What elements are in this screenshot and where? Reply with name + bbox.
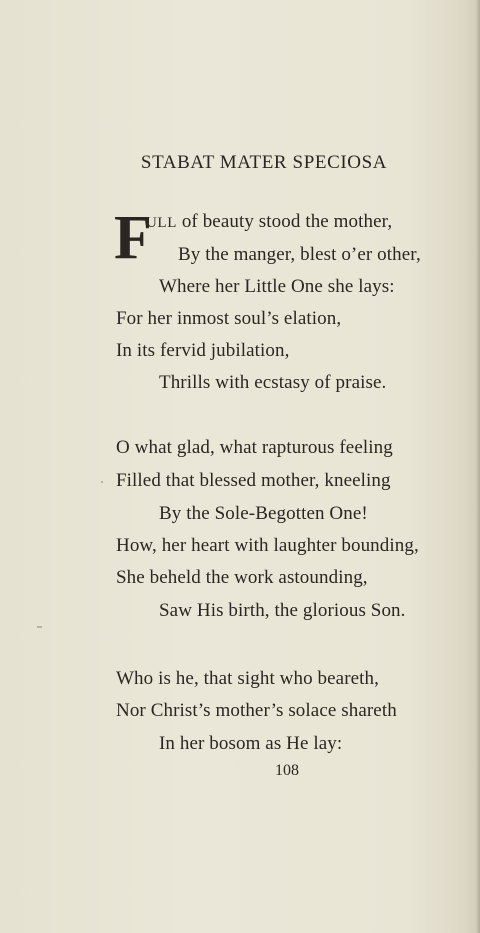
poem-line: O what glad, what rapturous feeling — [116, 437, 393, 458]
poem-line: In her bosom as He lay: — [159, 733, 343, 754]
poem-line: Filled that blessed mother, kneeling — [116, 470, 391, 491]
page-number: 108 — [275, 762, 299, 779]
paper-speck — [37, 626, 42, 628]
poem-line: Who is he, that sight who beareth, — [116, 668, 380, 689]
poem-line: In its fervid jubilation, — [116, 340, 290, 361]
drop-cap: F — [114, 204, 152, 272]
smallcaps-text: ULL — [146, 215, 177, 231]
poem-line: Thrills with ecstasy of praise. — [159, 372, 387, 393]
poem-line: Where her Little One she lays: — [159, 276, 395, 297]
poem-line: For her inmost soul’s elation, — [116, 308, 342, 329]
page-edge-shadow — [476, 0, 480, 933]
poem-line — [146, 211, 392, 233]
poem-line: Nor Christ’s mother’s solace shareth — [116, 700, 397, 721]
poem-line: By the manger, blest o’er other, — [178, 244, 421, 265]
poem-title: STABAT MATER SPECIOSA — [140, 152, 388, 173]
paper-speck — [101, 481, 103, 483]
poem-line: She beheld the work astounding, — [116, 567, 368, 588]
line-text: of beauty stood the mother, — [176, 211, 393, 232]
poem-line: How, her heart with laughter bounding, — [116, 535, 419, 556]
poem-line: Saw His birth, the glorious Son. — [159, 600, 406, 621]
poem-line: By the Sole-Begotten One! — [159, 503, 368, 524]
